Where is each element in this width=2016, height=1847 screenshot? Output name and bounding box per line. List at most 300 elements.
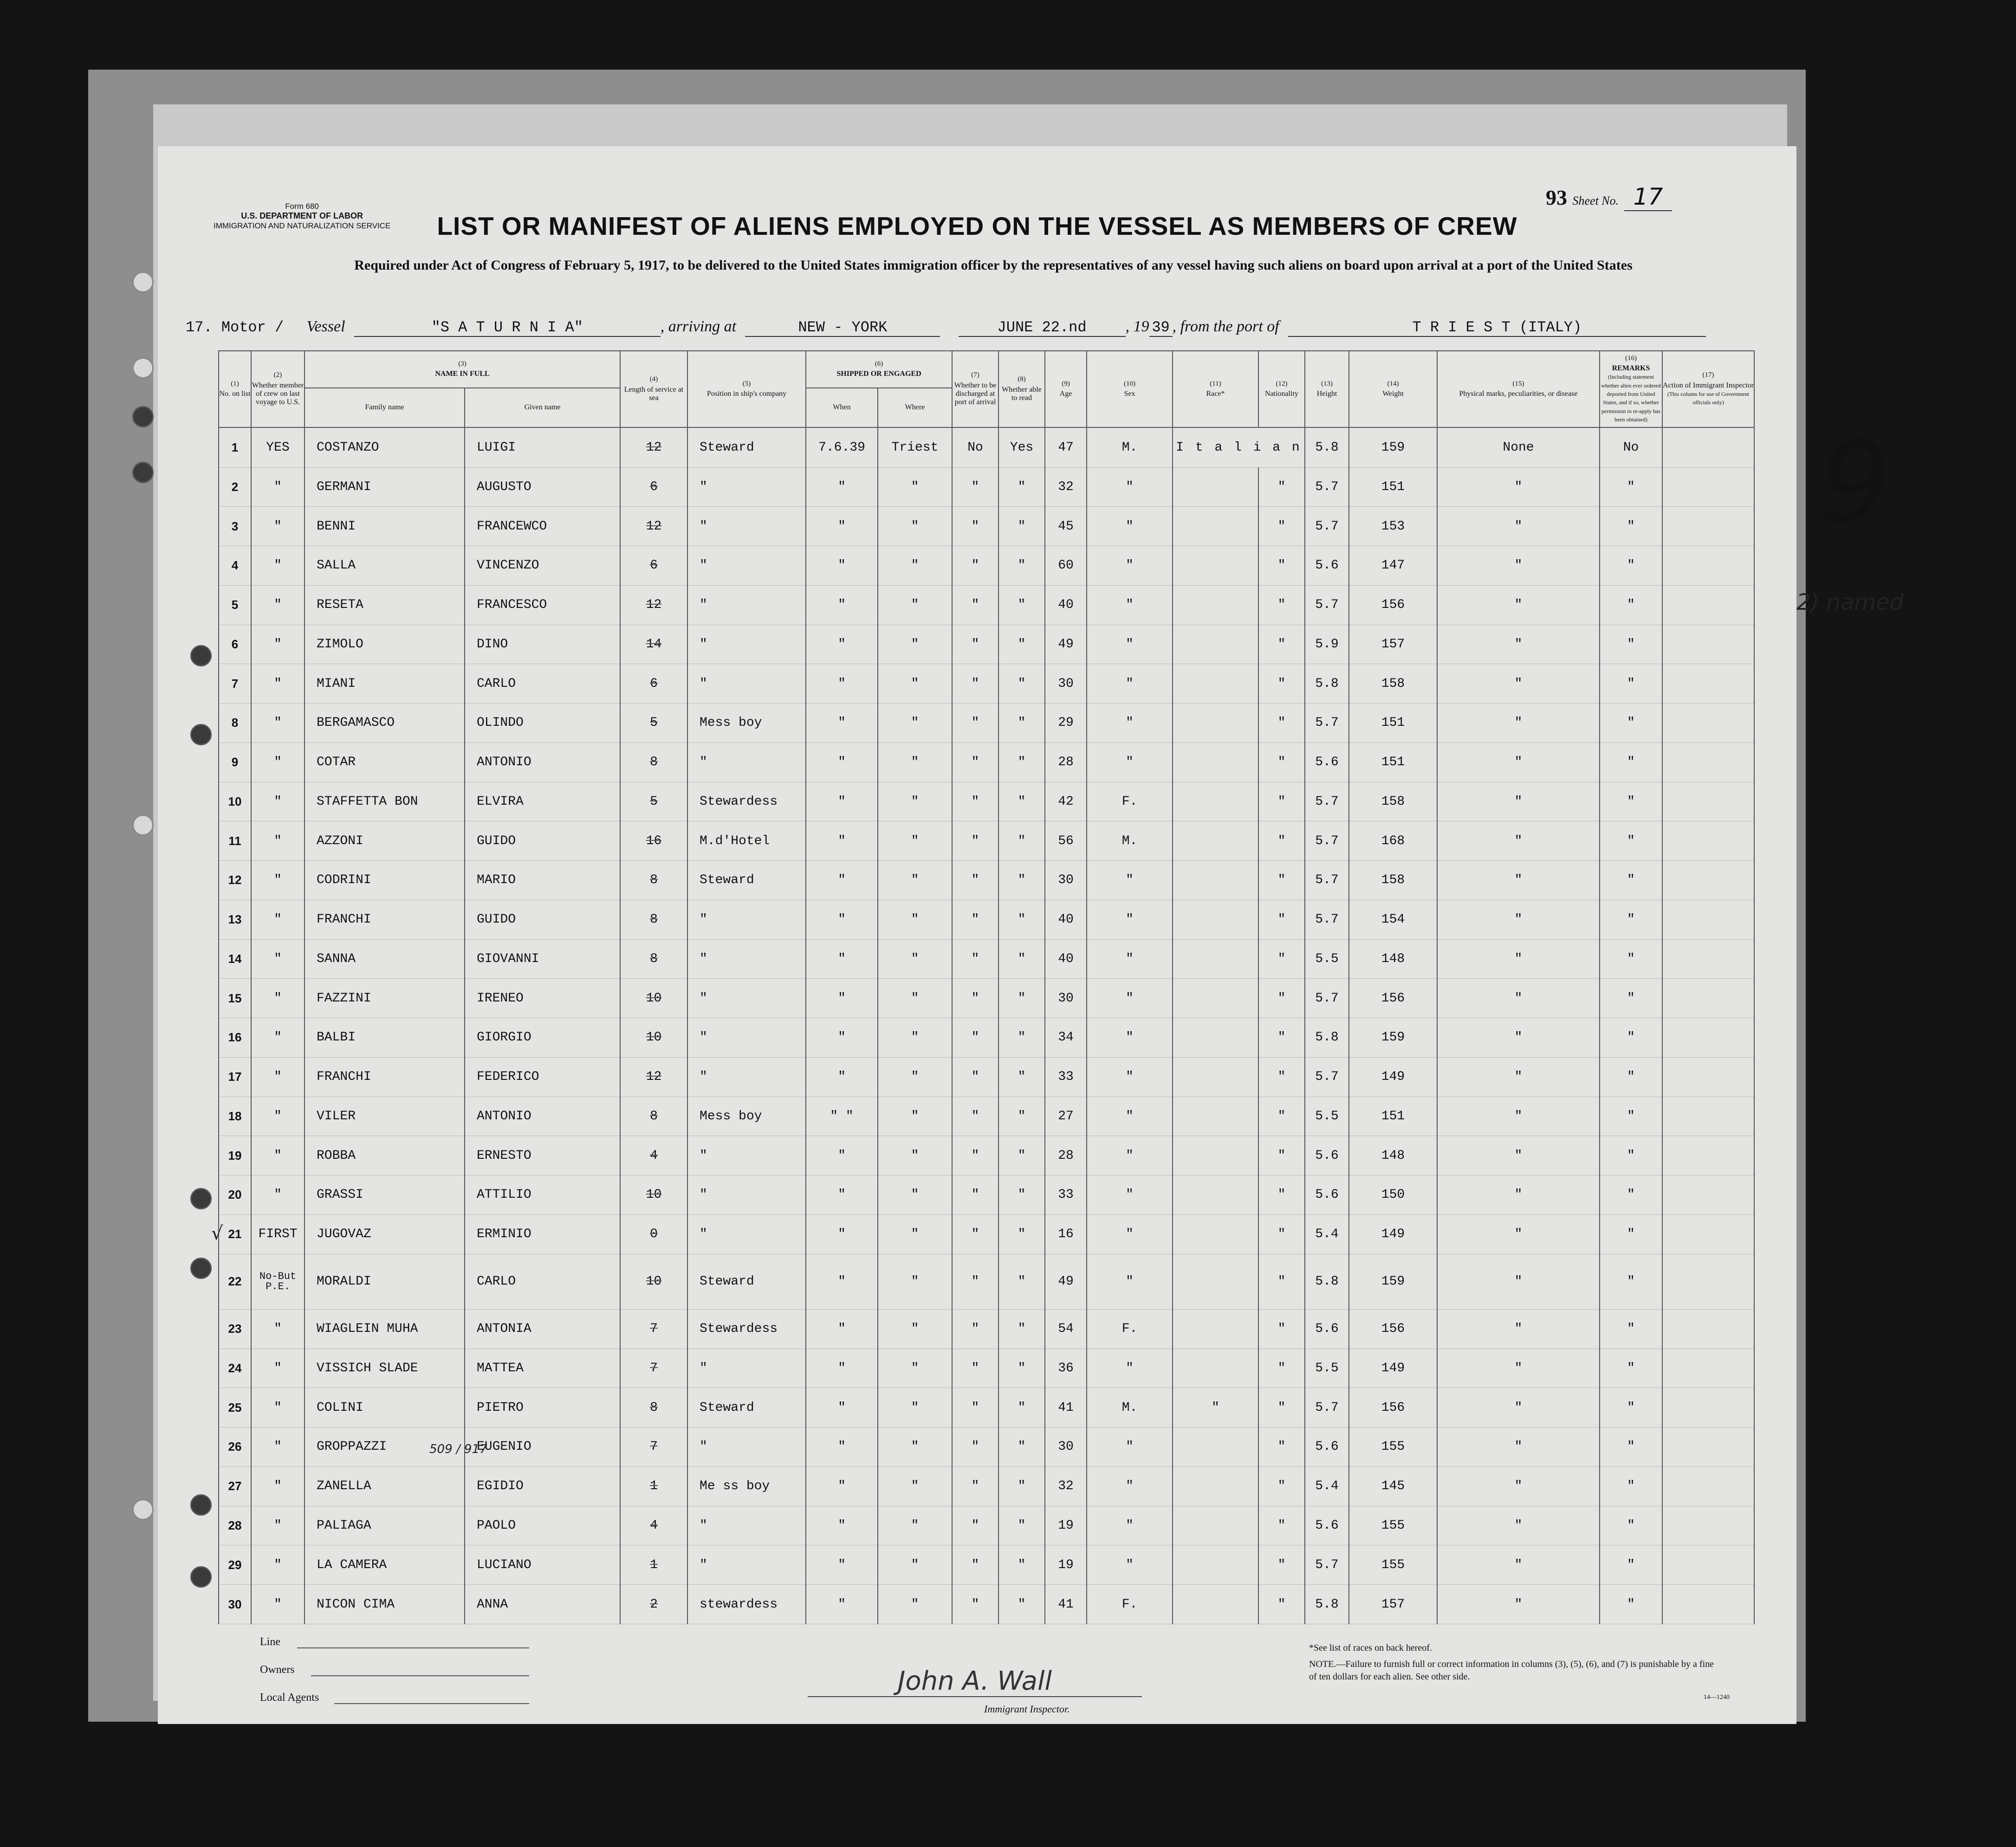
table-row — [219, 861, 1754, 900]
given-name: ATTILIO — [465, 1175, 620, 1215]
race — [1173, 979, 1258, 1018]
manifest-sheet — [158, 146, 1796, 1724]
discharged: " — [952, 1585, 998, 1624]
inspector-action — [1662, 585, 1754, 625]
discharged: " — [952, 1057, 998, 1097]
position: " — [687, 1427, 806, 1467]
physical-marks: " — [1437, 467, 1600, 507]
shipped-when: " — [806, 1309, 878, 1349]
remarks: " — [1600, 1018, 1662, 1058]
race — [1173, 1506, 1258, 1545]
shipped-where: " — [878, 1427, 952, 1467]
shipped-when: " — [806, 939, 878, 979]
length-of-service: 0 — [620, 1214, 687, 1254]
remarks: " — [1600, 1097, 1662, 1136]
row-number: 26 — [219, 1427, 251, 1467]
previous-voyage: " — [251, 1018, 305, 1058]
previous-voyage: " — [251, 782, 305, 821]
able-to-read: " — [998, 585, 1045, 625]
shipped-where: Triest — [878, 427, 952, 467]
family-name: MIANI — [305, 664, 465, 704]
length-of-service: 12 — [620, 585, 687, 625]
race — [1173, 900, 1258, 939]
physical-marks: " — [1437, 979, 1600, 1018]
given-name: PIETRO — [465, 1388, 620, 1427]
position: " — [687, 1545, 806, 1585]
family-name: LA CAMERA — [305, 1545, 465, 1585]
row-number: 24 — [219, 1349, 251, 1388]
discharged: " — [952, 1309, 998, 1349]
arriving-label: , arriving at — [660, 318, 737, 335]
remarks: " — [1600, 939, 1662, 979]
weight: 154 — [1349, 900, 1437, 939]
shipped-when: " — [806, 1466, 878, 1506]
physical-marks: " — [1437, 821, 1600, 861]
table-row — [219, 782, 1754, 821]
discharged: " — [952, 743, 998, 782]
height: 5.7 — [1305, 1545, 1349, 1585]
family-name: GROPPAZZI — [305, 1427, 465, 1467]
family-name: JUGOVAZ — [305, 1214, 465, 1254]
nationality: " — [1258, 546, 1305, 586]
nationality: " — [1258, 1388, 1305, 1427]
age: 54 — [1045, 1309, 1087, 1349]
position: Mess boy — [687, 704, 806, 743]
age: 40 — [1045, 900, 1087, 939]
weight: 158 — [1349, 782, 1437, 821]
punch-hole — [190, 724, 212, 745]
position: " — [687, 1136, 806, 1175]
age: 40 — [1045, 939, 1087, 979]
nationality: " — [1258, 1214, 1305, 1254]
race — [1173, 1309, 1258, 1349]
nationality: " — [1258, 861, 1305, 900]
shipped-where: " — [878, 625, 952, 664]
race — [1173, 664, 1258, 704]
able-to-read: " — [998, 939, 1045, 979]
col-header-position: (5) Position in ship's company — [687, 351, 806, 427]
height: 5.7 — [1305, 900, 1349, 939]
sheet-number: 17 — [1624, 183, 1672, 211]
height: 5.7 — [1305, 979, 1349, 1018]
height: 5.7 — [1305, 704, 1349, 743]
shipped-when: " — [806, 1254, 878, 1309]
position: " — [687, 1349, 806, 1388]
inspector-action — [1662, 1214, 1754, 1254]
family-name: STAFFETTA BON — [305, 782, 465, 821]
form-number: Form 680 — [285, 202, 319, 211]
row-number: 1 — [219, 427, 251, 467]
weight: 151 — [1349, 1097, 1437, 1136]
nationality: " — [1258, 782, 1305, 821]
physical-marks: " — [1437, 1466, 1600, 1506]
family-name: CODRINI — [305, 861, 465, 900]
race — [1173, 1136, 1258, 1175]
shipped-when: " — [806, 743, 878, 782]
race — [1173, 782, 1258, 821]
remarks: " — [1600, 1175, 1662, 1215]
sex: " — [1087, 1466, 1173, 1506]
sex: " — [1087, 704, 1173, 743]
weight: 150 — [1349, 1175, 1437, 1215]
shipped-when: " — [806, 900, 878, 939]
sex: M. — [1087, 427, 1173, 467]
discharged: " — [952, 1175, 998, 1215]
position: " — [687, 1175, 806, 1215]
physical-marks: " — [1437, 507, 1600, 546]
shipped-when: " — [806, 546, 878, 586]
physical-marks: " — [1437, 704, 1600, 743]
previous-voyage: " — [251, 900, 305, 939]
length-of-service: 8 — [620, 939, 687, 979]
table-row — [219, 467, 1754, 507]
physical-marks: " — [1437, 1057, 1600, 1097]
able-to-read: " — [998, 1175, 1045, 1215]
previous-voyage: FIRST — [251, 1214, 305, 1254]
row-number: 7 — [219, 664, 251, 704]
discharged: " — [952, 1388, 998, 1427]
vessel-type: 17. Motor / — [186, 319, 284, 336]
family-name: WIAGLEIN MUHA — [305, 1309, 465, 1349]
given-name: GIORGIO — [465, 1018, 620, 1058]
inspector-action — [1662, 782, 1754, 821]
length-of-service: 1 — [620, 1466, 687, 1506]
remarks: " — [1600, 546, 1662, 586]
nationality: " — [1258, 585, 1305, 625]
age: 30 — [1045, 979, 1087, 1018]
height: 5.4 — [1305, 1214, 1349, 1254]
remarks: " — [1600, 1057, 1662, 1097]
shipped-where: " — [878, 1585, 952, 1624]
nationality: " — [1258, 1097, 1305, 1136]
remarks: No — [1600, 427, 1662, 467]
family-name: SANNA — [305, 939, 465, 979]
inspector-action — [1662, 427, 1754, 467]
table-row — [219, 979, 1754, 1018]
length-of-service: 7 — [620, 1309, 687, 1349]
inspector-action — [1662, 625, 1754, 664]
given-name: MATTEA — [465, 1349, 620, 1388]
race — [1173, 1097, 1258, 1136]
position: " — [687, 546, 806, 586]
shipped-where: " — [878, 979, 952, 1018]
given-name: ANNA — [465, 1585, 620, 1624]
sex: " — [1087, 939, 1173, 979]
row-number: 22 — [219, 1254, 251, 1309]
family-name: FAZZINI — [305, 979, 465, 1018]
race — [1173, 1545, 1258, 1585]
length-of-service: 7 — [620, 1427, 687, 1467]
row-number: 17 — [219, 1057, 251, 1097]
line-underline — [297, 1647, 529, 1648]
discharged: " — [952, 704, 998, 743]
shipped-where: " — [878, 704, 952, 743]
col-header-shipped: (6) SHIPPED OR ENGAGED — [806, 351, 952, 388]
given-name: EUGENIO — [465, 1427, 620, 1467]
col-header-family-name: Family name — [305, 388, 465, 427]
given-name: PAOLO — [465, 1506, 620, 1545]
remarks: " — [1600, 625, 1662, 664]
inspector-action — [1662, 1309, 1754, 1349]
able-to-read: " — [998, 1349, 1045, 1388]
nationality: " — [1258, 1136, 1305, 1175]
row-number: 21 — [219, 1214, 251, 1254]
length-of-service: 8 — [620, 861, 687, 900]
inspector-action — [1662, 1466, 1754, 1506]
punch-hole — [132, 357, 154, 379]
agents-underline — [334, 1703, 529, 1704]
family-name: GERMANI — [305, 467, 465, 507]
sex: F. — [1087, 1309, 1173, 1349]
weight: 159 — [1349, 427, 1437, 467]
punch-hole — [190, 1258, 212, 1279]
age: 32 — [1045, 467, 1087, 507]
length-of-service: 6 — [620, 467, 687, 507]
remarks: " — [1600, 1309, 1662, 1349]
given-name: ERMINIO — [465, 1214, 620, 1254]
sheet-label: Sheet No. — [1572, 194, 1619, 207]
table-row — [219, 664, 1754, 704]
height: 5.8 — [1305, 427, 1349, 467]
able-to-read: " — [998, 1018, 1045, 1058]
shipped-where: " — [878, 1175, 952, 1215]
discharged: " — [952, 546, 998, 586]
remarks: " — [1600, 1349, 1662, 1388]
inspector-action — [1662, 1254, 1754, 1309]
position: " — [687, 743, 806, 782]
table-row — [219, 1349, 1754, 1388]
nationality: " — [1258, 821, 1305, 861]
arrival-year: 39 — [1149, 319, 1173, 337]
nationality: " — [1258, 1585, 1305, 1624]
position: " — [687, 979, 806, 1018]
position: Steward — [687, 861, 806, 900]
race — [1173, 1585, 1258, 1624]
length-of-service: 8 — [620, 900, 687, 939]
height: 5.5 — [1305, 939, 1349, 979]
previous-voyage: " — [251, 467, 305, 507]
weight: 158 — [1349, 861, 1437, 900]
previous-voyage: " — [251, 979, 305, 1018]
race — [1173, 1175, 1258, 1215]
inspector-action — [1662, 1545, 1754, 1585]
position: " — [687, 1506, 806, 1545]
physical-marks: " — [1437, 1018, 1600, 1058]
previous-voyage: " — [251, 664, 305, 704]
shipped-when: " — [806, 821, 878, 861]
physical-marks: " — [1437, 743, 1600, 782]
inspector-action — [1662, 743, 1754, 782]
race — [1173, 585, 1258, 625]
table-row — [219, 1466, 1754, 1506]
family-name: NICON CIMA — [305, 1585, 465, 1624]
weight: 155 — [1349, 1506, 1437, 1545]
length-of-service: 2 — [620, 1585, 687, 1624]
shipped-where: " — [878, 585, 952, 625]
row-number: 3 — [219, 507, 251, 546]
print-code: 14—1240 — [1704, 1694, 1730, 1701]
physical-marks: " — [1437, 1214, 1600, 1254]
able-to-read: " — [998, 1097, 1045, 1136]
race — [1173, 1214, 1258, 1254]
family-name: SALLA — [305, 546, 465, 586]
able-to-read: " — [998, 704, 1045, 743]
nationality: " — [1258, 1175, 1305, 1215]
table-row — [219, 704, 1754, 743]
age: 28 — [1045, 1136, 1087, 1175]
weight: 145 — [1349, 1466, 1437, 1506]
inspector-action — [1662, 1585, 1754, 1624]
arrival-date: JUNE 22.nd — [959, 319, 1126, 337]
physical-marks: " — [1437, 861, 1600, 900]
col-header-sex: (10) Sex — [1087, 351, 1173, 427]
able-to-read: " — [998, 1057, 1045, 1097]
physical-marks: " — [1437, 1254, 1600, 1309]
height: 5.7 — [1305, 1388, 1349, 1427]
table-row — [219, 1097, 1754, 1136]
able-to-read: " — [998, 625, 1045, 664]
shipped-when: " — [806, 467, 878, 507]
able-to-read: " — [998, 546, 1045, 586]
previous-voyage: " — [251, 585, 305, 625]
family-name: BERGAMASCO — [305, 704, 465, 743]
punch-hole — [190, 1188, 212, 1209]
shipped-where: " — [878, 467, 952, 507]
table-row — [219, 1175, 1754, 1215]
sex: " — [1087, 1427, 1173, 1467]
age: 32 — [1045, 1466, 1087, 1506]
footer-agents-label: Local Agents — [260, 1692, 319, 1704]
able-to-read: " — [998, 1545, 1045, 1585]
row-number: 18 — [219, 1097, 251, 1136]
remarks: " — [1600, 900, 1662, 939]
height: 5.7 — [1305, 782, 1349, 821]
discharged: " — [952, 939, 998, 979]
age: 33 — [1045, 1175, 1087, 1215]
shipped-when: " — [806, 585, 878, 625]
punch-hole — [190, 645, 212, 666]
previous-voyage: " — [251, 704, 305, 743]
shipped-where: " — [878, 1254, 952, 1309]
length-of-service: 12 — [620, 507, 687, 546]
row-number: 23 — [219, 1309, 251, 1349]
physical-marks: " — [1437, 939, 1600, 979]
col-header-no: (1) No. on list — [219, 351, 251, 427]
shipped-when: " — [806, 782, 878, 821]
inspector-action — [1662, 1349, 1754, 1388]
able-to-read: " — [998, 782, 1045, 821]
weight: 151 — [1349, 467, 1437, 507]
discharged: " — [952, 782, 998, 821]
family-name: COTAR — [305, 743, 465, 782]
height: 5.4 — [1305, 1466, 1349, 1506]
margin-note-named: 2) named — [1796, 589, 1904, 615]
weight: 156 — [1349, 1388, 1437, 1427]
table-row — [219, 1545, 1754, 1585]
given-name: EGIDIO — [465, 1466, 620, 1506]
physical-marks: " — [1437, 1585, 1600, 1624]
height: 5.9 — [1305, 625, 1349, 664]
row-number: 5 — [219, 585, 251, 625]
inspector-action — [1662, 1018, 1754, 1058]
remarks: " — [1600, 1545, 1662, 1585]
penalty-note: NOTE.—Failure to furnish full or correct information in columns (3), (5), (6), and (7) is punishable by a fine of ten dollars for each alien. See other side. — [1309, 1659, 1714, 1682]
position: M.d'Hotel — [687, 821, 806, 861]
shipped-where: " — [878, 1309, 952, 1349]
shipped-when: " — [806, 664, 878, 704]
able-to-read: " — [998, 1585, 1045, 1624]
physical-marks: " — [1437, 1309, 1600, 1349]
row-number: 30 — [219, 1585, 251, 1624]
age: 19 — [1045, 1545, 1087, 1585]
table-row — [219, 821, 1754, 861]
position: stewardess — [687, 1585, 806, 1624]
sex: " — [1087, 900, 1173, 939]
family-name: BALBI — [305, 1018, 465, 1058]
weight: 153 — [1349, 507, 1437, 546]
family-name: VILER — [305, 1097, 465, 1136]
remarks: " — [1600, 979, 1662, 1018]
inspector-signature: John A. Wall — [808, 1666, 1142, 1697]
weight: 168 — [1349, 821, 1437, 861]
discharged: " — [952, 1018, 998, 1058]
shipped-where: " — [878, 743, 952, 782]
discharged: " — [952, 821, 998, 861]
height: 5.7 — [1305, 585, 1349, 625]
race: I t a l i a n — [1173, 427, 1305, 467]
sex: F. — [1087, 1585, 1173, 1624]
family-name: AZZONI — [305, 821, 465, 861]
sex: " — [1087, 507, 1173, 546]
family-name: ZANELLA — [305, 1466, 465, 1506]
remarks: " — [1600, 782, 1662, 821]
race — [1173, 625, 1258, 664]
sex: " — [1087, 743, 1173, 782]
position: " — [687, 1057, 806, 1097]
remarks: " — [1600, 1388, 1662, 1427]
shipped-when: " " — [806, 1097, 878, 1136]
previous-voyage: " — [251, 1175, 305, 1215]
weight: 148 — [1349, 1136, 1437, 1175]
col-header-discharged: (7) Whether to be discharged at port of arrival — [952, 351, 998, 427]
previous-voyage: " — [251, 625, 305, 664]
inspector-action — [1662, 704, 1754, 743]
shipped-when: " — [806, 1214, 878, 1254]
race — [1173, 743, 1258, 782]
family-name: PALIAGA — [305, 1506, 465, 1545]
given-name: ELVIRA — [465, 782, 620, 821]
height: 5.7 — [1305, 507, 1349, 546]
inspector-action — [1662, 821, 1754, 861]
row-number: 12 — [219, 861, 251, 900]
discharged: " — [952, 1097, 998, 1136]
year-prefix: , 19 — [1125, 318, 1149, 335]
sex: " — [1087, 1254, 1173, 1309]
discharged: " — [952, 1254, 998, 1309]
previous-voyage: " — [251, 546, 305, 586]
length-of-service: 7 — [620, 1349, 687, 1388]
inspector-action — [1662, 861, 1754, 900]
race — [1173, 546, 1258, 586]
length-of-service: 6 — [620, 664, 687, 704]
nationality: " — [1258, 1254, 1305, 1309]
sex: " — [1087, 467, 1173, 507]
position: " — [687, 507, 806, 546]
row-number: 4 — [219, 546, 251, 586]
zanella-handwritten-note: 509 / 917 — [429, 1442, 487, 1456]
given-name: ERNESTO — [465, 1136, 620, 1175]
able-to-read: " — [998, 664, 1045, 704]
